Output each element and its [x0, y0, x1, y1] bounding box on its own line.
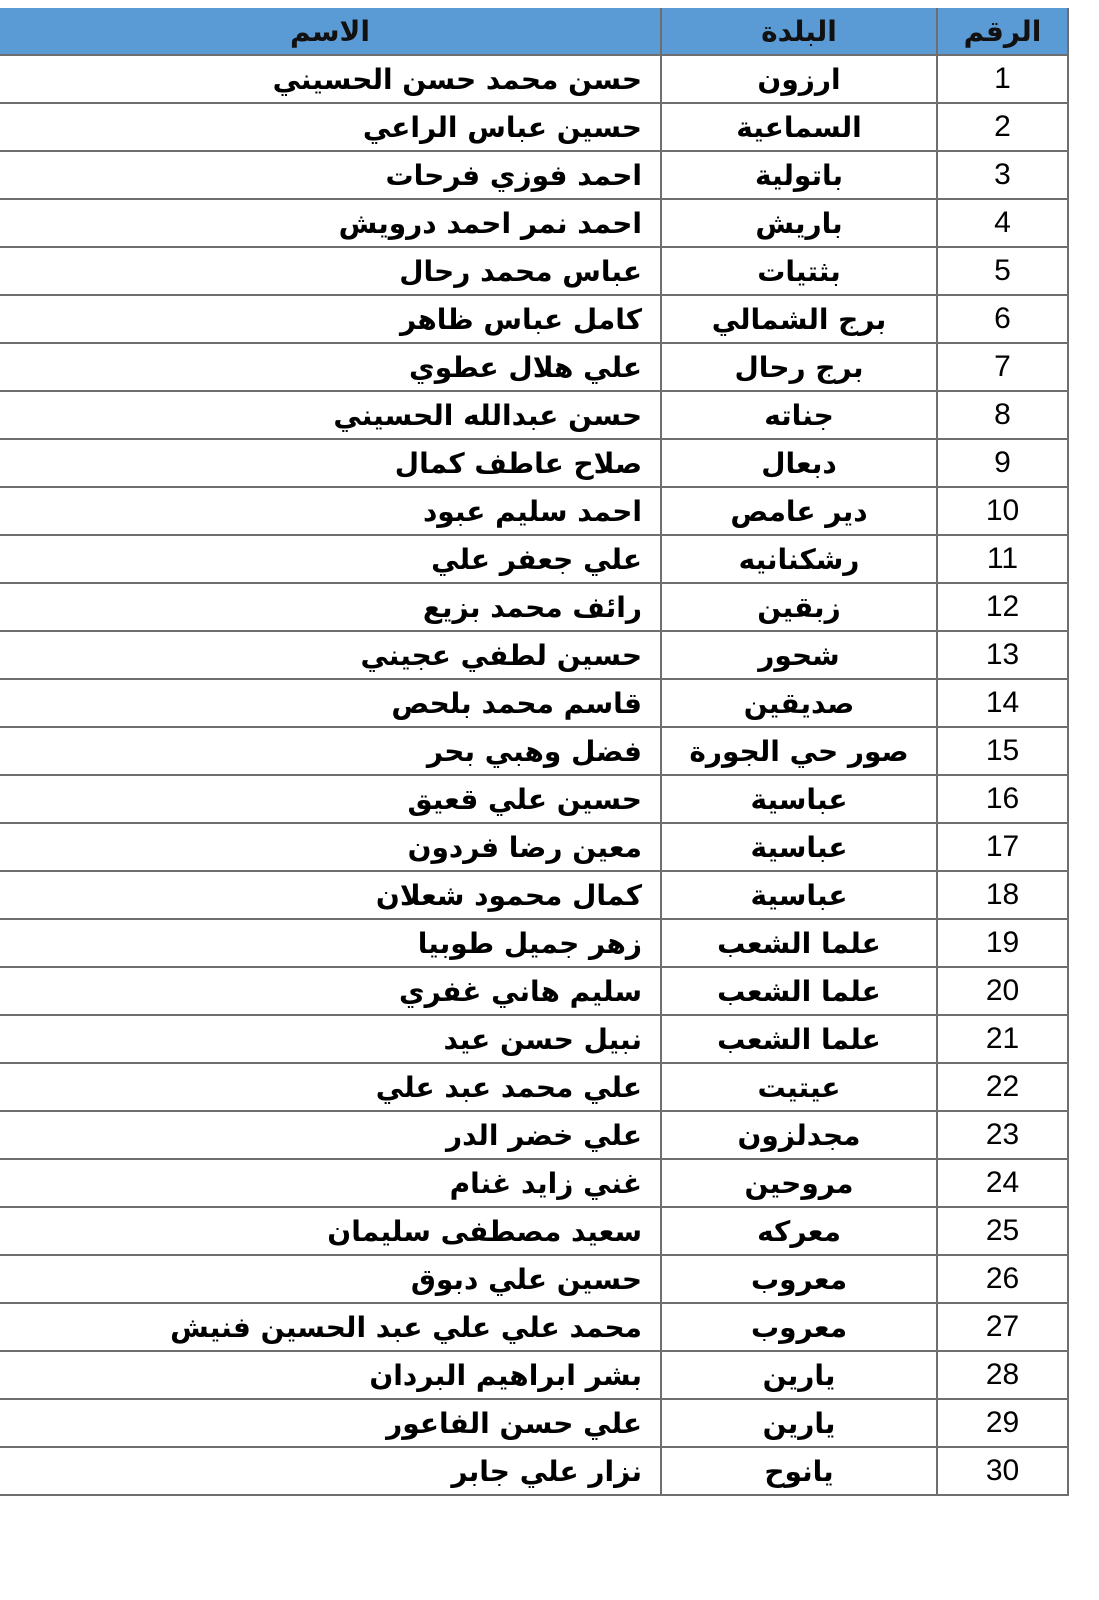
cell-name[interactable]: صلاح عاطف كمال	[0, 439, 661, 487]
cell-number[interactable]: 6	[937, 295, 1068, 343]
table-row	[0, 727, 1068, 775]
cell-number[interactable]: 7	[937, 343, 1068, 391]
table-row	[0, 1351, 1068, 1399]
cell-number[interactable]: 29	[937, 1399, 1068, 1447]
header-name[interactable]: الاسم	[0, 8, 661, 55]
table-row	[0, 1159, 1068, 1207]
cell-number[interactable]: 3	[937, 151, 1068, 199]
cell-name[interactable]: علي محمد عبد علي	[0, 1063, 661, 1111]
cell-number[interactable]: 5	[937, 247, 1068, 295]
cell-town[interactable]: جناته	[661, 391, 937, 439]
cell-number[interactable]: 30	[937, 1447, 1068, 1495]
table-body	[0, 55, 1068, 1495]
cell-number[interactable]: 20	[937, 967, 1068, 1015]
cell-number[interactable]: 8	[937, 391, 1068, 439]
cell-name[interactable]: احمد فوزي فرحات	[0, 151, 661, 199]
table-row	[0, 775, 1068, 823]
cell-number[interactable]: 22	[937, 1063, 1068, 1111]
cell-town[interactable]: ارزون	[661, 55, 937, 103]
cell-town[interactable]: يانوح	[661, 1447, 937, 1495]
cell-town[interactable]: السماعية	[661, 103, 937, 151]
cell-number[interactable]: 19	[937, 919, 1068, 967]
table-row	[0, 1207, 1068, 1255]
cell-name[interactable]: حسين علي دبوق	[0, 1255, 661, 1303]
cell-town[interactable]: علما الشعب	[661, 919, 937, 967]
table-row	[0, 1015, 1068, 1063]
cell-town[interactable]: برج الشمالي	[661, 295, 937, 343]
cell-town[interactable]: عباسية	[661, 871, 937, 919]
cell-name[interactable]: بشر ابراهيم البردان	[0, 1351, 661, 1399]
cell-name[interactable]: حسين لطفي عجيني	[0, 631, 661, 679]
table-row	[0, 823, 1068, 871]
cell-town[interactable]: زبقين	[661, 583, 937, 631]
cell-name[interactable]: احمد نمر احمد درويش	[0, 199, 661, 247]
cell-name[interactable]: نبيل حسن عيد	[0, 1015, 661, 1063]
table-row	[0, 967, 1068, 1015]
cell-town[interactable]: معروب	[661, 1255, 937, 1303]
cell-town[interactable]: بثتيات	[661, 247, 937, 295]
cell-town[interactable]: رشكنانيه	[661, 535, 937, 583]
cell-name[interactable]: حسن عبدالله الحسيني	[0, 391, 661, 439]
table-row	[0, 199, 1068, 247]
cell-town[interactable]: برج رحال	[661, 343, 937, 391]
table-row	[0, 1399, 1068, 1447]
cell-number[interactable]: 14	[937, 679, 1068, 727]
cell-number[interactable]: 18	[937, 871, 1068, 919]
cell-name[interactable]: سليم هاني غفري	[0, 967, 661, 1015]
cell-number[interactable]: 17	[937, 823, 1068, 871]
cell-town[interactable]: عيتيت	[661, 1063, 937, 1111]
cell-number[interactable]: 21	[937, 1015, 1068, 1063]
cell-name[interactable]: كمال محمود شعلان	[0, 871, 661, 919]
table-row	[0, 631, 1068, 679]
spreadsheet-sheet	[0, 8, 1068, 1588]
table-row	[0, 535, 1068, 583]
cell-town[interactable]: مروحين	[661, 1159, 937, 1207]
cell-number[interactable]: 9	[937, 439, 1068, 487]
cell-number[interactable]: 28	[937, 1351, 1068, 1399]
cell-name[interactable]: فضل وهبي بحر	[0, 727, 661, 775]
cell-number[interactable]: 26	[937, 1255, 1068, 1303]
table-row	[0, 295, 1068, 343]
cell-name[interactable]: علي خضر الدر	[0, 1111, 661, 1159]
table-row	[0, 1063, 1068, 1111]
cell-number[interactable]: 23	[937, 1111, 1068, 1159]
table-row	[0, 919, 1068, 967]
header-row	[0, 8, 1068, 55]
cell-number[interactable]: 12	[937, 583, 1068, 631]
cell-name[interactable]: نزار علي جابر	[0, 1447, 661, 1495]
table-row	[0, 487, 1068, 535]
table-row	[0, 391, 1068, 439]
cell-town[interactable]: يارين	[661, 1351, 937, 1399]
cell-name[interactable]: حسين عباس الراعي	[0, 103, 661, 151]
cell-name[interactable]: سعيد مصطفى سليمان	[0, 1207, 661, 1255]
cell-number[interactable]: 16	[937, 775, 1068, 823]
cell-name[interactable]: علي حسن الفاعور	[0, 1399, 661, 1447]
cell-town[interactable]: علما الشعب	[661, 1015, 937, 1063]
cell-number[interactable]: 15	[937, 727, 1068, 775]
cell-town[interactable]: مجدلزون	[661, 1111, 937, 1159]
cell-number[interactable]: 25	[937, 1207, 1068, 1255]
cell-town[interactable]: عباسية	[661, 823, 937, 871]
table-row	[0, 439, 1068, 487]
cell-number[interactable]: 11	[937, 535, 1068, 583]
cell-name[interactable]: احمد سليم عبود	[0, 487, 661, 535]
table-row	[0, 103, 1068, 151]
cell-town[interactable]: باريش	[661, 199, 937, 247]
cell-name[interactable]: معين رضا فردون	[0, 823, 661, 871]
table-row	[0, 1111, 1068, 1159]
cell-number[interactable]: 4	[937, 199, 1068, 247]
table-row	[0, 679, 1068, 727]
table-row	[0, 1303, 1068, 1351]
cell-number[interactable]: 27	[937, 1303, 1068, 1351]
roster-table	[0, 8, 1069, 1496]
cell-name[interactable]: قاسم محمد بلحص	[0, 679, 661, 727]
cell-name[interactable]: حسن محمد حسن الحسيني	[0, 55, 661, 103]
cell-town[interactable]: يارين	[661, 1399, 937, 1447]
cell-number[interactable]: 2	[937, 103, 1068, 151]
cell-town[interactable]: معروب	[661, 1303, 937, 1351]
cell-name[interactable]: زهر جميل طوبيا	[0, 919, 661, 967]
cell-number[interactable]: 24	[937, 1159, 1068, 1207]
cell-name[interactable]: كامل عباس ظاهر	[0, 295, 661, 343]
cell-name[interactable]: علي جعفر علي	[0, 535, 661, 583]
cell-town[interactable]: عباسية	[661, 775, 937, 823]
table-row	[0, 151, 1068, 199]
table-row	[0, 55, 1068, 103]
cell-name[interactable]: محمد علي علي عبد الحسين فنيش	[0, 1303, 661, 1351]
cell-name[interactable]: رائف محمد بزيع	[0, 583, 661, 631]
table-row	[0, 1447, 1068, 1495]
cell-town[interactable]: دبعال	[661, 439, 937, 487]
table-row	[0, 583, 1068, 631]
cell-town[interactable]: دير عامص	[661, 487, 937, 535]
table-row	[0, 1255, 1068, 1303]
cell-number[interactable]: 10	[937, 487, 1068, 535]
cell-name[interactable]: حسين علي قعيق	[0, 775, 661, 823]
table-row	[0, 247, 1068, 295]
table-row	[0, 871, 1068, 919]
cell-number[interactable]: 1	[937, 55, 1068, 103]
cell-name[interactable]: عباس محمد رحال	[0, 247, 661, 295]
cell-number[interactable]: 13	[937, 631, 1068, 679]
cell-town[interactable]: باتولية	[661, 151, 937, 199]
cell-name[interactable]: غني زايد غنام	[0, 1159, 661, 1207]
table-row	[0, 343, 1068, 391]
header-town[interactable]: البلدة	[661, 8, 937, 55]
cell-town[interactable]: شحور	[661, 631, 937, 679]
cell-town[interactable]: صور حي الجورة	[661, 727, 937, 775]
cell-town[interactable]: معركه	[661, 1207, 937, 1255]
cell-town[interactable]: علما الشعب	[661, 967, 937, 1015]
cell-town[interactable]: صديقين	[661, 679, 937, 727]
header-number[interactable]: الرقم	[937, 8, 1068, 55]
cell-name[interactable]: علي هلال عطوي	[0, 343, 661, 391]
